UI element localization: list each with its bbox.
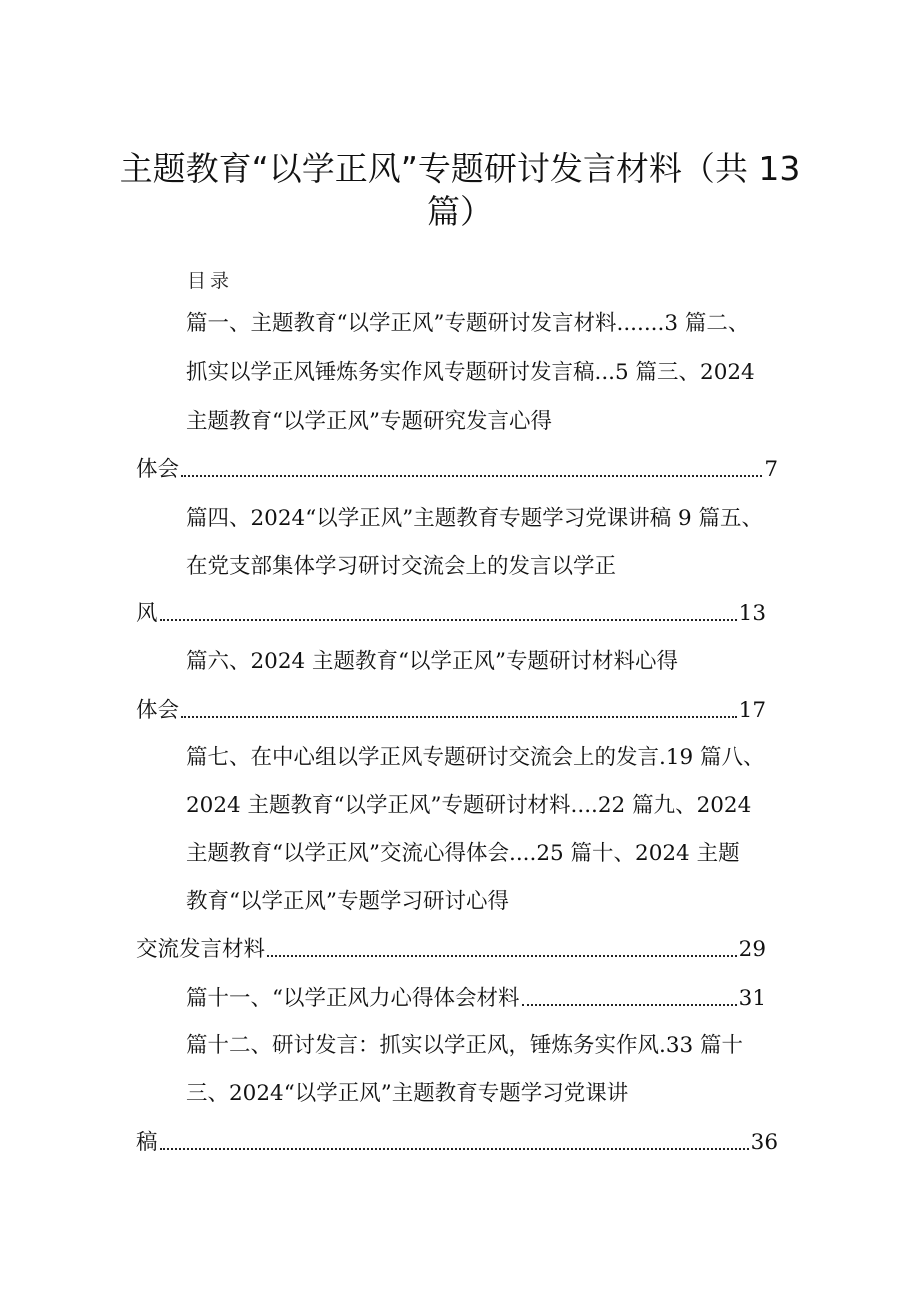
document-title-line-1: 主题教育“以学正风”专题研讨发言材料（共 13 (119, 149, 801, 188)
toc-entry-text: 风 (136, 600, 158, 626)
toc-line: 主题教育“以学正风”交流心得体会....25 篇十、2024 主题 (186, 841, 740, 866)
toc-entry-with-leader (136, 458, 778, 480)
dot-leader (160, 602, 737, 624)
dot-leader (160, 1131, 749, 1153)
toc-entry-with-leader (136, 699, 766, 721)
toc-entry-text: 体会 (136, 456, 180, 482)
toc-line: 在党支部集体学习研讨交流会上的发言以学正 (186, 554, 617, 579)
toc-line: 2024 主题教育“以学正风”专题研讨材料....22 篇九、2024 (186, 793, 752, 818)
toc-entry-with-leader (136, 938, 766, 960)
toc-line: 抓实以学正风锤炼务实作风专题研讨发言稿...5 篇三、2024 (186, 360, 755, 385)
document-title-line-2: 篇） (427, 192, 493, 231)
toc-entry-text: 交流发言材料 (136, 936, 266, 962)
toc-page-number: 29 (738, 936, 766, 962)
toc-line: 篇六、2024 主题教育“以学正风”专题研讨材料心得 (186, 649, 679, 674)
toc-page-number: 13 (738, 600, 766, 626)
dot-leader (181, 458, 762, 480)
toc-heading: 目录 (187, 270, 234, 292)
toc-entry-with-leader (136, 1131, 778, 1153)
toc-page-number: 17 (738, 697, 766, 723)
dot-leader (522, 987, 737, 1009)
dot-leader (267, 938, 737, 960)
toc-entry-text: 篇十一、“以学正风力心得体会材料 (186, 985, 520, 1011)
toc-entry-with-leader (136, 602, 766, 624)
toc-line: 篇四、2024“以学正风”主题教育专题学习党课讲稿 9 篇五、 (186, 506, 764, 531)
dot-leader (181, 699, 737, 721)
toc-line: 篇七、在中心组以学正风专题研讨交流会上的发言.19 篇八、 (186, 745, 765, 770)
toc-line: 教育“以学正风”专题学习研讨心得 (186, 889, 509, 914)
toc-page-number: 7 (764, 456, 778, 482)
toc-line: 主题教育“以学正风”专题研究发言心得 (186, 409, 552, 434)
toc-entry-text: 体会 (136, 697, 180, 723)
toc-entry-text: 稿 (136, 1129, 158, 1155)
toc-page-number: 31 (738, 985, 766, 1011)
toc-line: 三、2024“以学正风”主题教育专题学习党课讲 (186, 1081, 629, 1106)
toc-line: 篇一、主题教育“以学正风”专题研讨发言材料.......3 篇二、 (186, 311, 750, 336)
toc-page-number: 36 (750, 1129, 778, 1155)
toc-line: 篇十二、研讨发言：抓实以学正风，锤炼务实作风.33 篇十 (186, 1033, 744, 1058)
toc-entry-with-leader (186, 987, 766, 1009)
